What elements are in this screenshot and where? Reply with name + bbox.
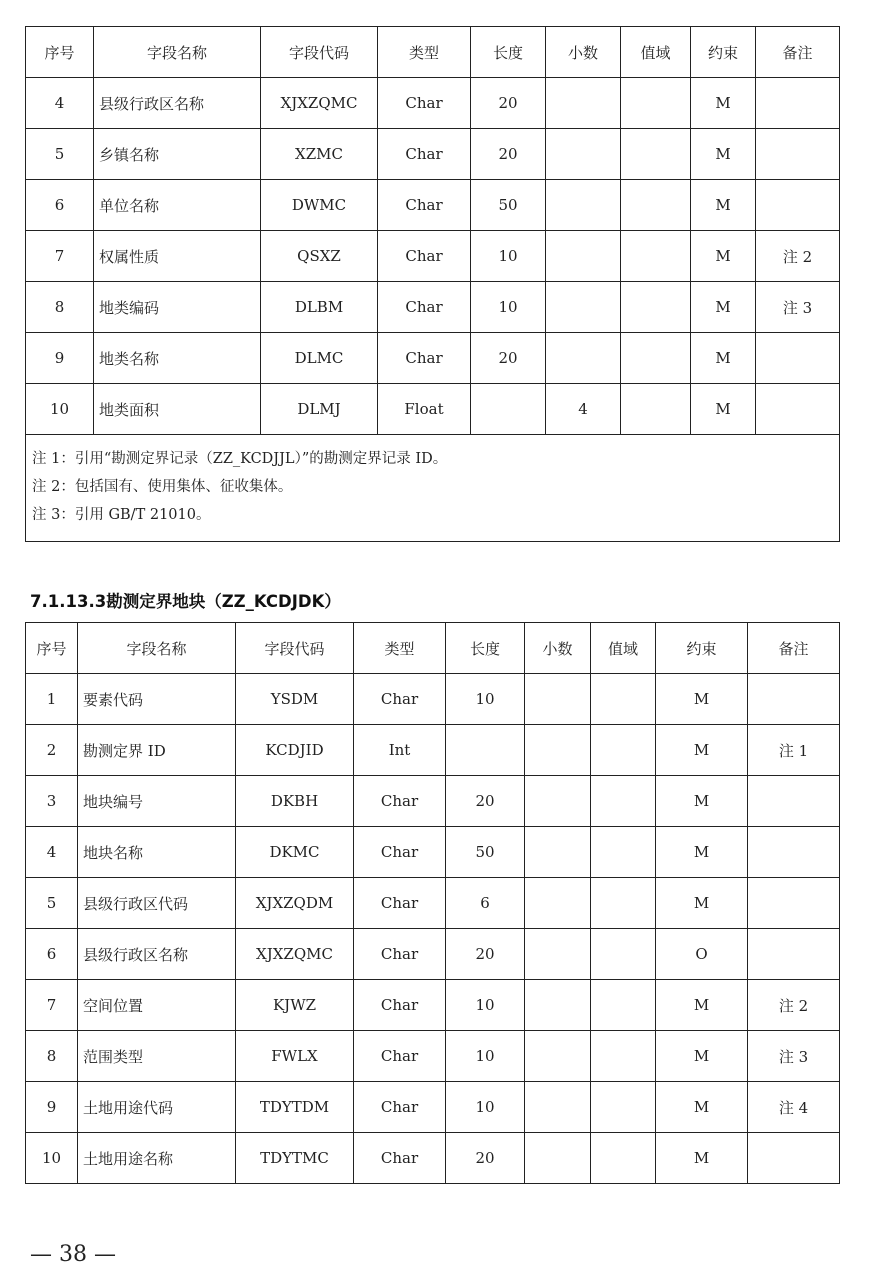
table-cell [748,674,840,725]
table-cell: M [656,1031,748,1082]
table-cell: 3 [26,776,78,827]
table-cell: 7 [26,980,78,1031]
table-cell: DLBM [261,282,378,333]
table-row [26,129,840,180]
header-cell: 长度 [471,27,546,78]
table-cell: 注 3 [756,282,840,333]
table-cell [525,1133,591,1184]
table-cell: 6 [446,878,525,929]
table-row [26,776,840,827]
table-cell: XZMC [261,129,378,180]
table-cell: Char [378,333,471,384]
table-cell [756,129,840,180]
table-cell: 地块名称 [78,827,236,878]
page-number: — 38 — [30,1242,116,1267]
table-cell [525,980,591,1031]
table-cell [591,1031,656,1082]
header-cell: 约束 [691,27,756,78]
header-cell: 值域 [621,27,691,78]
table-cell: Char [354,1133,446,1184]
table-cell: 8 [26,282,94,333]
table-cell [591,878,656,929]
table-cell: Char [354,776,446,827]
table-cell: 9 [26,333,94,384]
table-cell: 地类名称 [94,333,261,384]
table-cell: 要素代码 [78,674,236,725]
table-cell: 单位名称 [94,180,261,231]
table-row [26,827,840,878]
note: 注 1：引用“勘测定界记录（ZZ_KCDJJL）”的勘测定界记录 ID。 [32,451,448,467]
table-cell [748,878,840,929]
table-cell [591,674,656,725]
table-cell [591,1133,656,1184]
table-row [26,980,840,1031]
table-cell [621,129,691,180]
table-cell: XJXZQMC [236,929,354,980]
table-cell: 地类编码 [94,282,261,333]
table-cell: 20 [471,78,546,129]
table-cell [621,384,691,435]
table-cell: Char [354,674,446,725]
table-row [26,180,840,231]
table-cell: M [656,1133,748,1184]
table-cell [621,333,691,384]
table-row [26,282,840,333]
table-cell: M [656,827,748,878]
table-cell: 20 [446,1133,525,1184]
table-cell: 20 [446,776,525,827]
table-cell: Char [354,980,446,1031]
header-cell: 类型 [378,27,471,78]
header-cell: 小数 [525,623,591,674]
table-cell: 4 [546,384,621,435]
table-cell: 8 [26,1031,78,1082]
table-cell: 土地用途名称 [78,1133,236,1184]
table-cell: Char [354,929,446,980]
table-cell: 10 [26,1133,78,1184]
table-cell: YSDM [236,674,354,725]
table-cell [591,827,656,878]
table-cell [525,1082,591,1133]
table-cell [756,384,840,435]
table-cell: M [656,1082,748,1133]
table-cell: 10 [26,384,94,435]
header-cell: 值域 [591,623,656,674]
table-cell: 20 [471,129,546,180]
header-cell: 字段代码 [261,27,378,78]
note: 注 3：引用 GB/T 21010。 [32,507,211,523]
table-cell: M [656,674,748,725]
table-row [26,1031,840,1082]
table-cell: 2 [26,725,78,776]
table-cell: 权属性质 [94,231,261,282]
table-cell: TDYTMC [236,1133,354,1184]
table-cell: 6 [26,929,78,980]
table-cell: 6 [26,180,94,231]
table-row [26,1082,840,1133]
header-cell: 序号 [26,27,94,78]
table-row [26,1133,840,1184]
table-cell: 范围类型 [78,1031,236,1082]
table-cell: Char [378,180,471,231]
table-cell: Char [378,78,471,129]
table-row [26,674,840,725]
table-cell: 10 [446,1031,525,1082]
notes-cell [26,435,840,542]
table-header [26,623,840,674]
table-cell [756,180,840,231]
table-cell [525,725,591,776]
table-cell: 注 2 [756,231,840,282]
table-cell [546,78,621,129]
table-cell: Char [354,878,446,929]
table-cell: M [691,282,756,333]
table-cell [525,776,591,827]
table-cell: 20 [446,929,525,980]
table-cell: M [656,725,748,776]
table-cell: Int [354,725,446,776]
header-cell: 约束 [656,623,748,674]
table-cell: 10 [446,674,525,725]
header-cell: 字段名称 [94,27,261,78]
table-cell: 20 [471,333,546,384]
table-cell [446,725,525,776]
table-cell: Char [378,231,471,282]
table-cell [621,231,691,282]
table-cell: M [656,980,748,1031]
table-cell [591,929,656,980]
table-cell [748,776,840,827]
table-cell: 5 [26,129,94,180]
table-cell [525,929,591,980]
field-table-2 [25,622,840,1184]
table-cell: 土地用途代码 [78,1082,236,1133]
table-cell: Char [354,1031,446,1082]
table-cell [525,827,591,878]
table-row [26,384,840,435]
table-cell [748,1133,840,1184]
table-cell: 注 1 [748,725,840,776]
table-cell: M [691,333,756,384]
table-cell: 10 [446,980,525,1031]
table-cell: 10 [471,231,546,282]
table-cell: 注 4 [748,1082,840,1133]
table-cell: 勘测定界 ID [78,725,236,776]
table-row [26,929,840,980]
table-cell [546,180,621,231]
table-cell: M [656,878,748,929]
table-cell: Char [378,282,471,333]
table-cell: Char [354,827,446,878]
table-cell: 县级行政区名称 [94,78,261,129]
table-cell: DLMC [261,333,378,384]
header-cell: 字段代码 [236,623,354,674]
table-row [26,231,840,282]
table-cell: Char [378,129,471,180]
table-cell [756,333,840,384]
table-cell [546,231,621,282]
table-cell: M [691,231,756,282]
table-cell [525,1031,591,1082]
table-row [26,878,840,929]
table-cell: FWLX [236,1031,354,1082]
table-cell [525,878,591,929]
table-cell: 空间位置 [78,980,236,1031]
field-table-1 [25,26,840,542]
table-cell [748,827,840,878]
table-cell: KJWZ [236,980,354,1031]
table-cell: 7 [26,231,94,282]
header-cell: 类型 [354,623,446,674]
table-cell: M [691,129,756,180]
table-cell: O [656,929,748,980]
table-cell: 4 [26,78,94,129]
table-cell [546,129,621,180]
table-cell [748,929,840,980]
table-cell [546,282,621,333]
table-cell: 县级行政区代码 [78,878,236,929]
table-header [26,27,840,78]
table-cell [546,333,621,384]
table-cell: DKMC [236,827,354,878]
table-row [26,333,840,384]
table-cell: M [691,180,756,231]
table-cell [591,725,656,776]
table-cell: 县级行政区名称 [78,929,236,980]
table-cell: M [691,384,756,435]
table-cell: QSXZ [261,231,378,282]
table-cell [591,1082,656,1133]
table-cell: DLMJ [261,384,378,435]
table-cell: TDYTDM [236,1082,354,1133]
table-cell: Float [378,384,471,435]
table-cell [471,384,546,435]
header-cell: 备注 [756,27,840,78]
table-cell: M [691,78,756,129]
table-cell [621,78,691,129]
header-cell: 小数 [546,27,621,78]
table-cell: 注 3 [748,1031,840,1082]
notes-row [26,435,840,542]
table-cell: KCDJID [236,725,354,776]
table-cell: 注 2 [748,980,840,1031]
header-cell: 字段名称 [78,623,236,674]
table-cell [621,180,691,231]
header-cell: 备注 [748,623,840,674]
table-cell: DWMC [261,180,378,231]
section-heading: 7.1.13.3勘测定界地块（ZZ_KCDJDK） [30,592,341,611]
table-cell [591,980,656,1031]
table-cell: XJXZQMC [261,78,378,129]
header-cell: 序号 [26,623,78,674]
table-cell: M [656,776,748,827]
table-row [26,725,840,776]
table-cell: 乡镇名称 [94,129,261,180]
table-cell: 9 [26,1082,78,1133]
table-cell: Char [354,1082,446,1133]
table-cell [591,776,656,827]
table-cell: 10 [446,1082,525,1133]
table-cell: 50 [446,827,525,878]
table-cell: 地类面积 [94,384,261,435]
table-cell: 4 [26,827,78,878]
table-cell: 5 [26,878,78,929]
table-cell [621,282,691,333]
table-cell: 地块编号 [78,776,236,827]
table-cell: 10 [471,282,546,333]
note: 注 2：包括国有、使用集体、征收集体。 [32,479,293,495]
table-cell: DKBH [236,776,354,827]
table-cell: XJXZQDM [236,878,354,929]
table-row [26,78,840,129]
table-cell [525,674,591,725]
header-cell: 长度 [446,623,525,674]
table-cell: 50 [471,180,546,231]
table-cell [756,78,840,129]
table-cell: 1 [26,674,78,725]
